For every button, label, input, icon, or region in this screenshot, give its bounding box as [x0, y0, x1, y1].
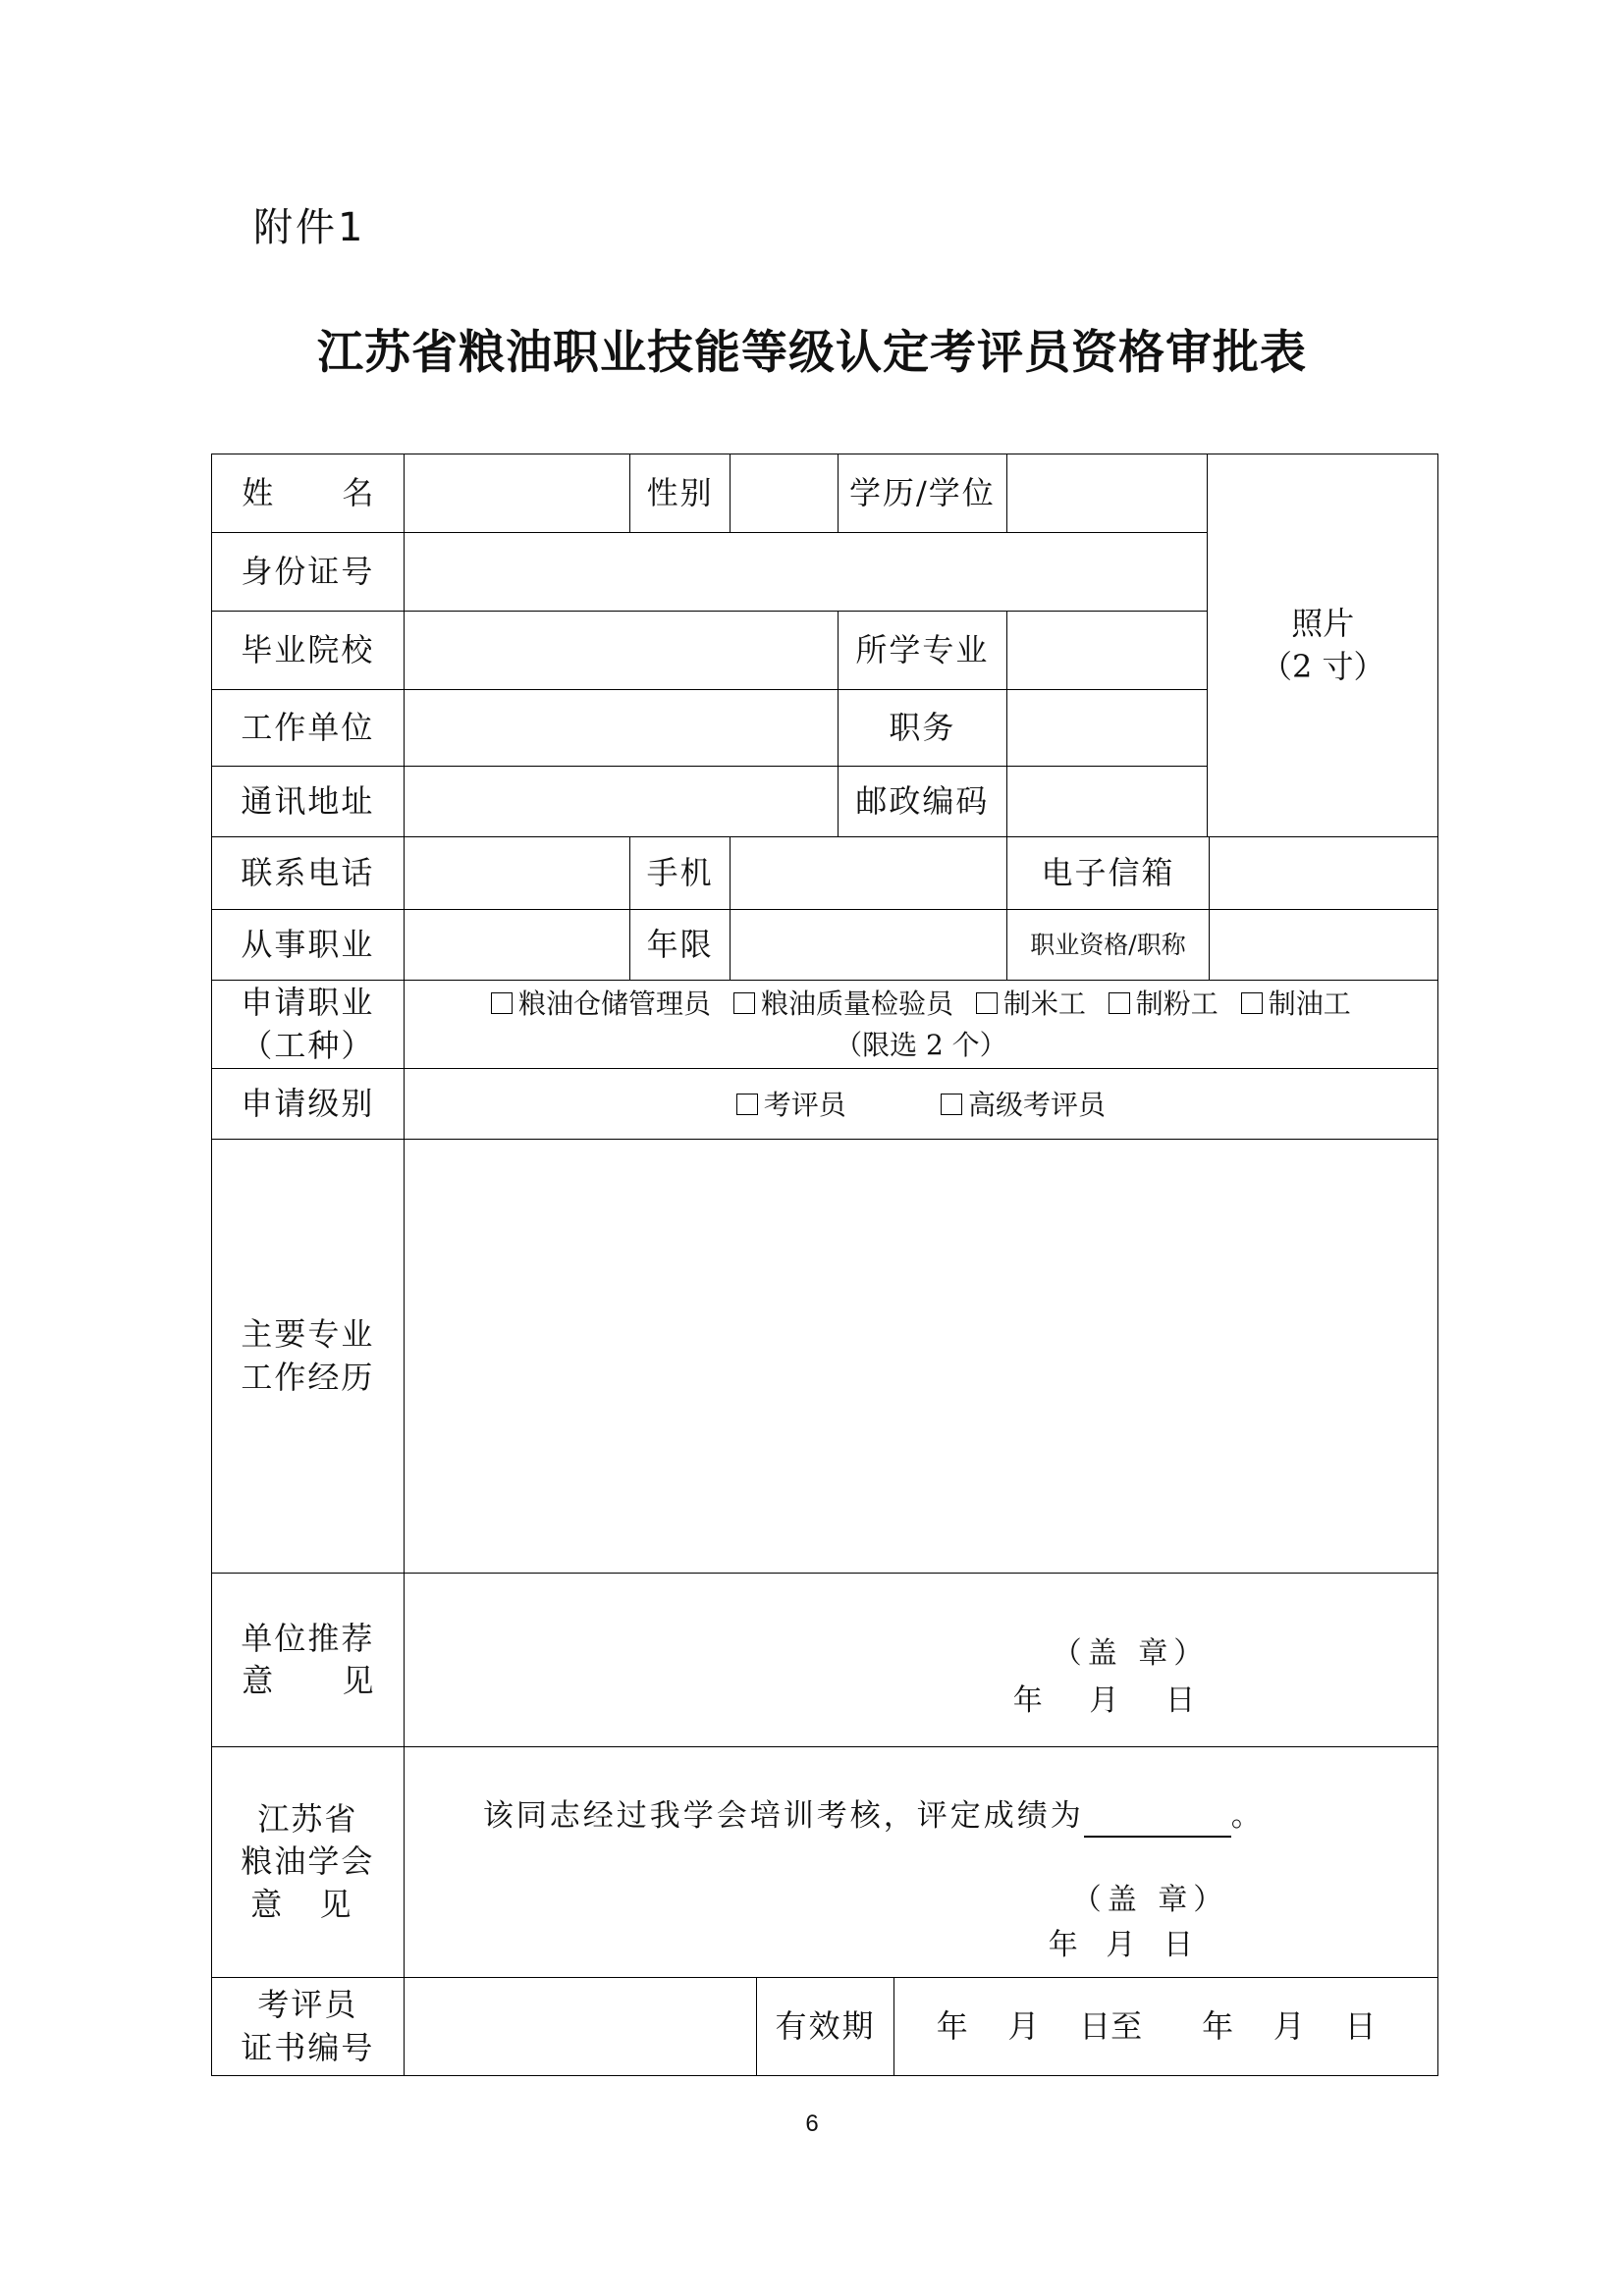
job-option-inspector[interactable]	[720, 988, 953, 1020]
row-name	[212, 454, 1438, 533]
job-option-flour-label: 制粉工	[1135, 987, 1218, 1020]
phone-label: 联系电话	[212, 837, 405, 910]
postcode-label: 邮政编码	[839, 767, 1006, 837]
association-statement-text: 该同志经过我学会培训考核，评定成绩为	[482, 1798, 1084, 1834]
photo-size: （2 寸）	[1260, 647, 1385, 685]
association-opinion-field[interactable]	[404, 1747, 1437, 1978]
employer-field[interactable]	[404, 690, 838, 767]
position-field[interactable]	[1006, 690, 1208, 767]
association-label-line3: 意 见	[250, 1885, 365, 1923]
association-statement-end: 。	[1230, 1798, 1265, 1834]
row-association-opinion	[212, 1747, 1438, 1978]
validity-label: 有效期	[756, 1978, 894, 2076]
row-apply-job	[212, 981, 1438, 1069]
job-option-flour[interactable]	[1095, 988, 1218, 1020]
apply-level-options	[404, 1069, 1437, 1140]
checkbox-icon[interactable]	[1241, 992, 1263, 1014]
apply-job-label-line1: 申请职业	[241, 984, 375, 1022]
apply-level-label: 申请级别	[212, 1069, 405, 1140]
attachment-label: 附件1	[253, 205, 366, 250]
address-field[interactable]	[404, 767, 838, 837]
score-blank[interactable]	[1084, 1806, 1231, 1838]
association-stamp: （盖 章）	[1071, 1883, 1229, 1917]
gender-label: 性别	[630, 454, 731, 533]
level-option-examiner[interactable]	[736, 1089, 846, 1121]
qualification-label: 职业资格/职称	[1006, 910, 1210, 981]
unit-date: 年 月 日	[1012, 1683, 1196, 1718]
unit-opinion-label-line1: 单位推荐	[241, 1619, 375, 1657]
email-field[interactable]	[1210, 837, 1438, 910]
job-options-line	[405, 984, 1437, 1025]
row-apply-level	[212, 1069, 1438, 1140]
education-label: 学历/学位	[839, 454, 1006, 533]
gender-field[interactable]	[731, 454, 839, 533]
row-certificate	[212, 1978, 1438, 2076]
checkbox-icon[interactable]	[491, 992, 513, 1014]
certificate-label-line2: 证书编号	[241, 2028, 375, 2066]
checkbox-icon[interactable]	[1109, 992, 1130, 1014]
apply-job-label	[212, 981, 405, 1069]
photo-label: 照片	[1291, 605, 1355, 643]
certificate-number-field[interactable]	[404, 1978, 756, 2076]
apply-job-label-line2: （工种）	[241, 1026, 375, 1064]
unit-stamp: （盖 章）	[1052, 1636, 1210, 1671]
occupation-label: 从事职业	[212, 910, 405, 981]
job-option-storage[interactable]	[491, 988, 711, 1020]
approval-form-table	[211, 454, 1438, 2076]
school-field[interactable]	[404, 612, 838, 690]
school-label: 毕业院校	[212, 612, 405, 690]
qualification-field[interactable]	[1210, 910, 1438, 981]
major-field[interactable]	[1006, 612, 1208, 690]
address-label: 通讯地址	[212, 767, 405, 837]
association-label-line1: 江苏省	[257, 1800, 358, 1839]
name-label: 姓 名	[212, 454, 405, 533]
certificate-label-line1: 考评员	[257, 1986, 358, 2024]
job-limit-note: （限选 2 个）	[835, 1028, 1007, 1061]
mobile-field[interactable]	[731, 837, 1006, 910]
name-field[interactable]	[404, 454, 629, 533]
validity-value[interactable]: 年 月 日至 年 月 日	[894, 1978, 1438, 2076]
years-field[interactable]	[731, 910, 1006, 981]
unit-opinion-label	[212, 1574, 405, 1747]
row-experience	[212, 1140, 1438, 1574]
form-title: 江苏省粮油职业技能等级认定考评员资格审批表	[317, 326, 1307, 380]
employer-label: 工作单位	[212, 690, 405, 767]
association-date: 年 月 日	[1048, 1928, 1193, 1962]
experience-label-line1: 主要专业	[241, 1315, 375, 1354]
position-label: 职务	[839, 690, 1006, 767]
years-label: 年限	[630, 910, 731, 981]
photo-box[interactable]	[1208, 454, 1438, 837]
experience-label-line2: 工作经历	[241, 1358, 375, 1396]
id-label: 身份证号	[212, 533, 405, 612]
association-opinion-label	[212, 1747, 405, 1978]
checkbox-icon[interactable]	[941, 1094, 962, 1115]
job-option-oil[interactable]	[1227, 988, 1351, 1020]
education-field[interactable]	[1006, 454, 1208, 533]
id-field[interactable]	[404, 533, 1208, 612]
job-option-oil-label: 制油工	[1268, 987, 1351, 1020]
level-option-senior-label: 高级考评员	[968, 1088, 1107, 1121]
job-option-inspector-label: 粮油质量检验员	[760, 987, 953, 1020]
job-option-storage-label: 粮油仓储管理员	[518, 987, 712, 1020]
level-option-examiner-label: 考评员	[763, 1088, 846, 1121]
association-statement	[483, 1796, 1265, 1838]
checkbox-icon[interactable]	[976, 992, 998, 1014]
occupation-field[interactable]	[404, 910, 629, 981]
experience-label	[212, 1140, 405, 1574]
experience-field[interactable]	[404, 1140, 1437, 1574]
row-occupation	[212, 910, 1438, 981]
page-number: 6	[805, 2110, 819, 2137]
row-unit-opinion	[212, 1574, 1438, 1747]
checkbox-icon[interactable]	[733, 992, 755, 1014]
major-label: 所学专业	[839, 612, 1006, 690]
level-option-senior[interactable]	[941, 1089, 1106, 1121]
checkbox-icon[interactable]	[736, 1094, 758, 1115]
phone-field[interactable]	[404, 837, 629, 910]
job-option-rice-label: 制米工	[1002, 987, 1086, 1020]
row-phone	[212, 837, 1438, 910]
apply-job-options	[404, 981, 1437, 1069]
job-option-rice[interactable]	[962, 988, 1086, 1020]
unit-opinion-label-line2: 意 见	[242, 1662, 404, 1699]
unit-opinion-field[interactable]	[404, 1574, 1437, 1747]
postcode-field[interactable]	[1006, 767, 1208, 837]
email-label: 电子信箱	[1006, 837, 1210, 910]
certificate-label	[212, 1978, 405, 2076]
mobile-label: 手机	[630, 837, 731, 910]
association-label-line2: 粮油学会	[241, 1842, 375, 1881]
